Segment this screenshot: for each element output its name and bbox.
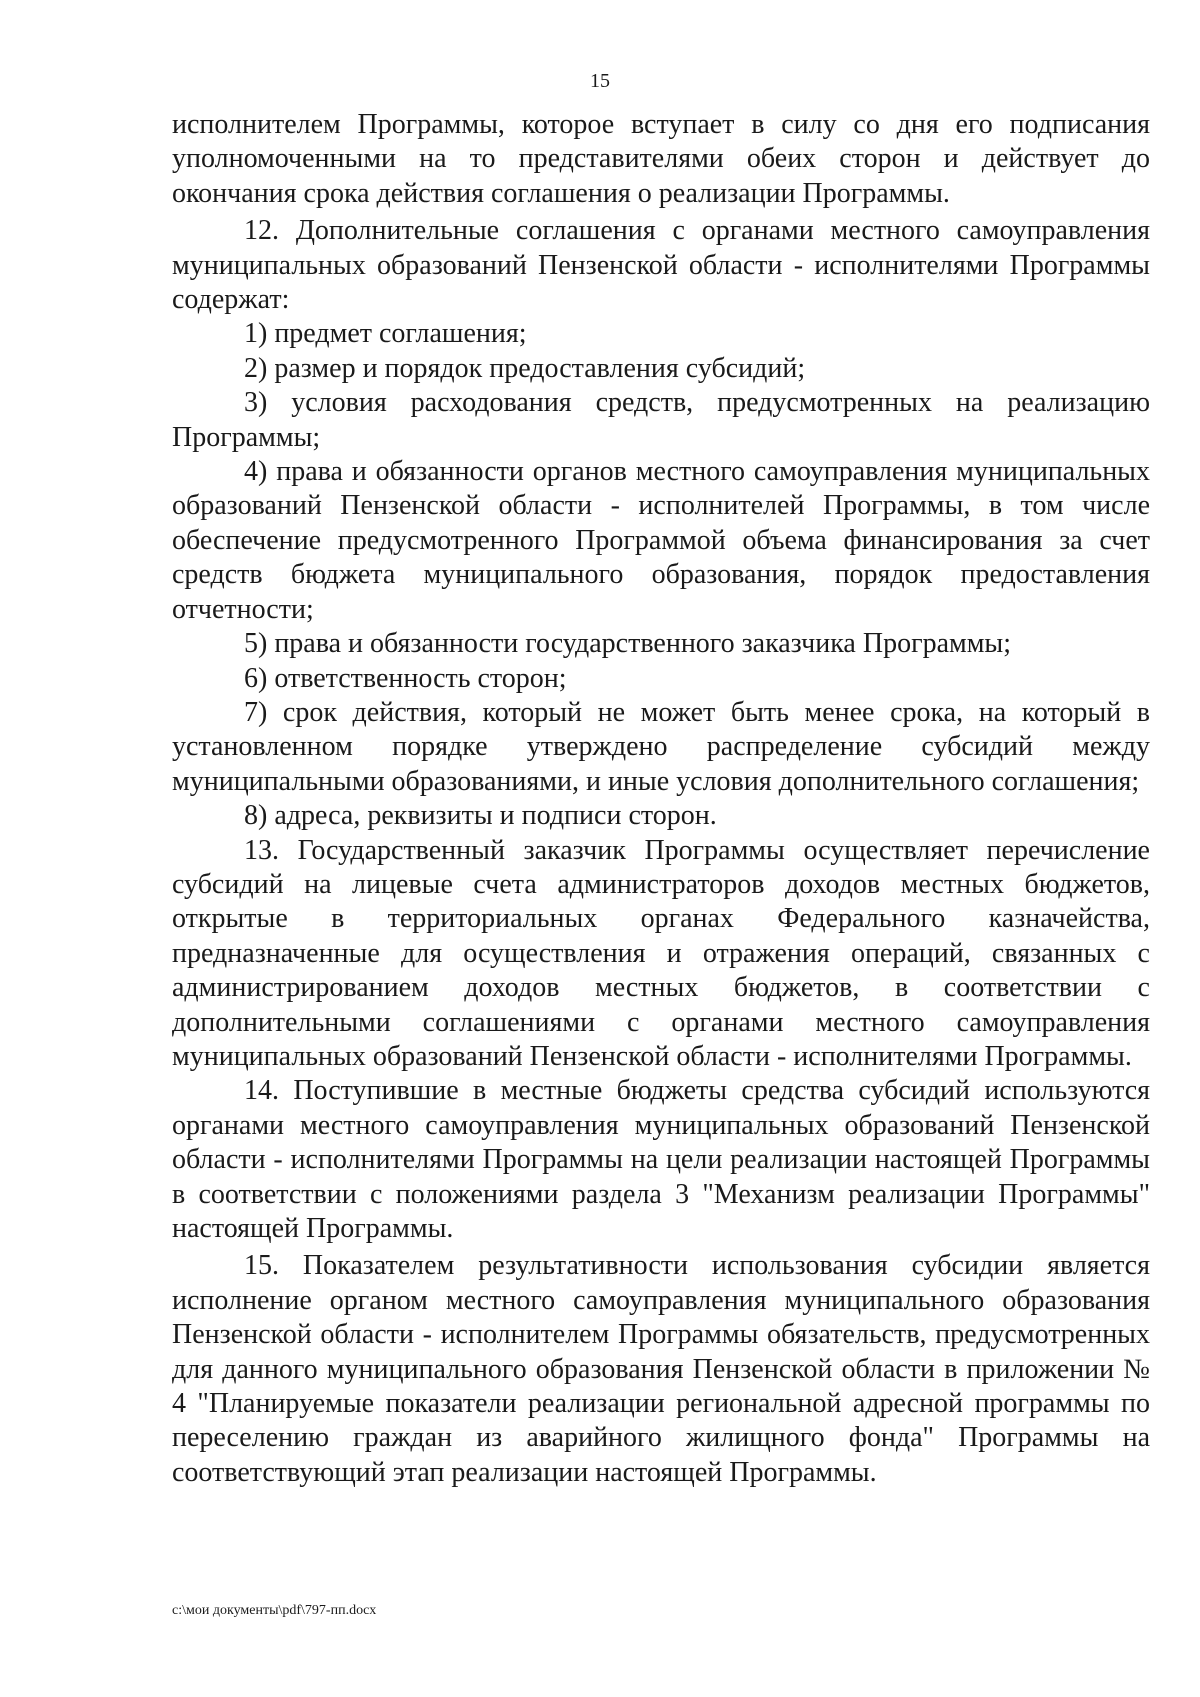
list-item-5: 5) права и обязанности государственного заказчика Программы; (244, 628, 1012, 660)
document-body (172, 108, 1150, 1490)
list-item-4: 4) права и обязанности органов местного самоуправления муниципальных образований Пензенской области - исполнителей Программы, в том числе обеспечение предусмотренного Программой объема финансирования за счет средств бюджета муниципального образования, порядок предоставления отчетности; (172, 456, 1150, 625)
paragraph-clause-14: 14. Поступившие в местные бюджеты средства субсидий используются органами местного самоуправления муниципальных образований Пензенской области - исполнителями Программы на цели реализации настоящей Программы в соответствии с положениями раздела 3 "Механизм реализации Программы" настоящей Программы. (172, 1075, 1150, 1244)
footer-file-path: c:\мои документы\pdf\797-пп.docx (172, 1603, 377, 1618)
paragraph-clause-15: 15. Показателем результативности использования субсидии является исполнение органом местного самоуправления муниципального образования Пензенской области - исполнителем Программы обязательств, предусмотренных для данного муниципального образования Пензенской области в приложении № 4 "Планируемые показатели реализации региональной адресной программы по переселению граждан из аварийного жилищного фонда" Программы на соответствующий этап реализации настоящей Программы. (172, 1250, 1150, 1488)
list-item-7: 7) срок действия, который не может быть менее срока, на который в установленном порядке утверждено распределение субсидий между муниципальными образованиями, и иные условия дополнительного соглашения; (172, 696, 1150, 797)
list-item-1: 1) предмет соглашения; (244, 318, 527, 350)
list-item-2: 2) размер и порядок предоставления субсидий; (244, 352, 806, 384)
paragraph-clause-13: 13. Государственный заказчик Программы осуществляет перечисление субсидий на лицевые счета администраторов доходов местных бюджетов, открытые в территориальных органах Федерального казначейства, предназначенные для осуществления и отражения операций, связанных с администрированием доходов местных бюджетов, в соответствии с дополнительными соглашениями с органами местного самоуправления муниципальных образований Пензенской области - исполнителями Программы. (172, 834, 1150, 1072)
paragraph-continuation: исполнителем Программы, которое вступает в силу со дня его подписания уполномоченными на то представителями обеих сторон и действует до окончания срока действия соглашения о реализации Программы. (172, 109, 1150, 209)
list-item-8: 8) адреса, реквизиты и подписи сторон. (244, 800, 717, 832)
list-item-6: 6) ответственность сторон; (244, 662, 567, 694)
paragraph-clause-12: 12. Дополнительные соглашения с органами местного самоуправления муниципальных образований Пензенской области - исполнителями Программы содержат: (172, 215, 1150, 316)
list-item-3: 3) условия расходования средств, предусмотренных на реализацию Программы; (172, 387, 1150, 453)
page-number: 15 (590, 70, 610, 92)
